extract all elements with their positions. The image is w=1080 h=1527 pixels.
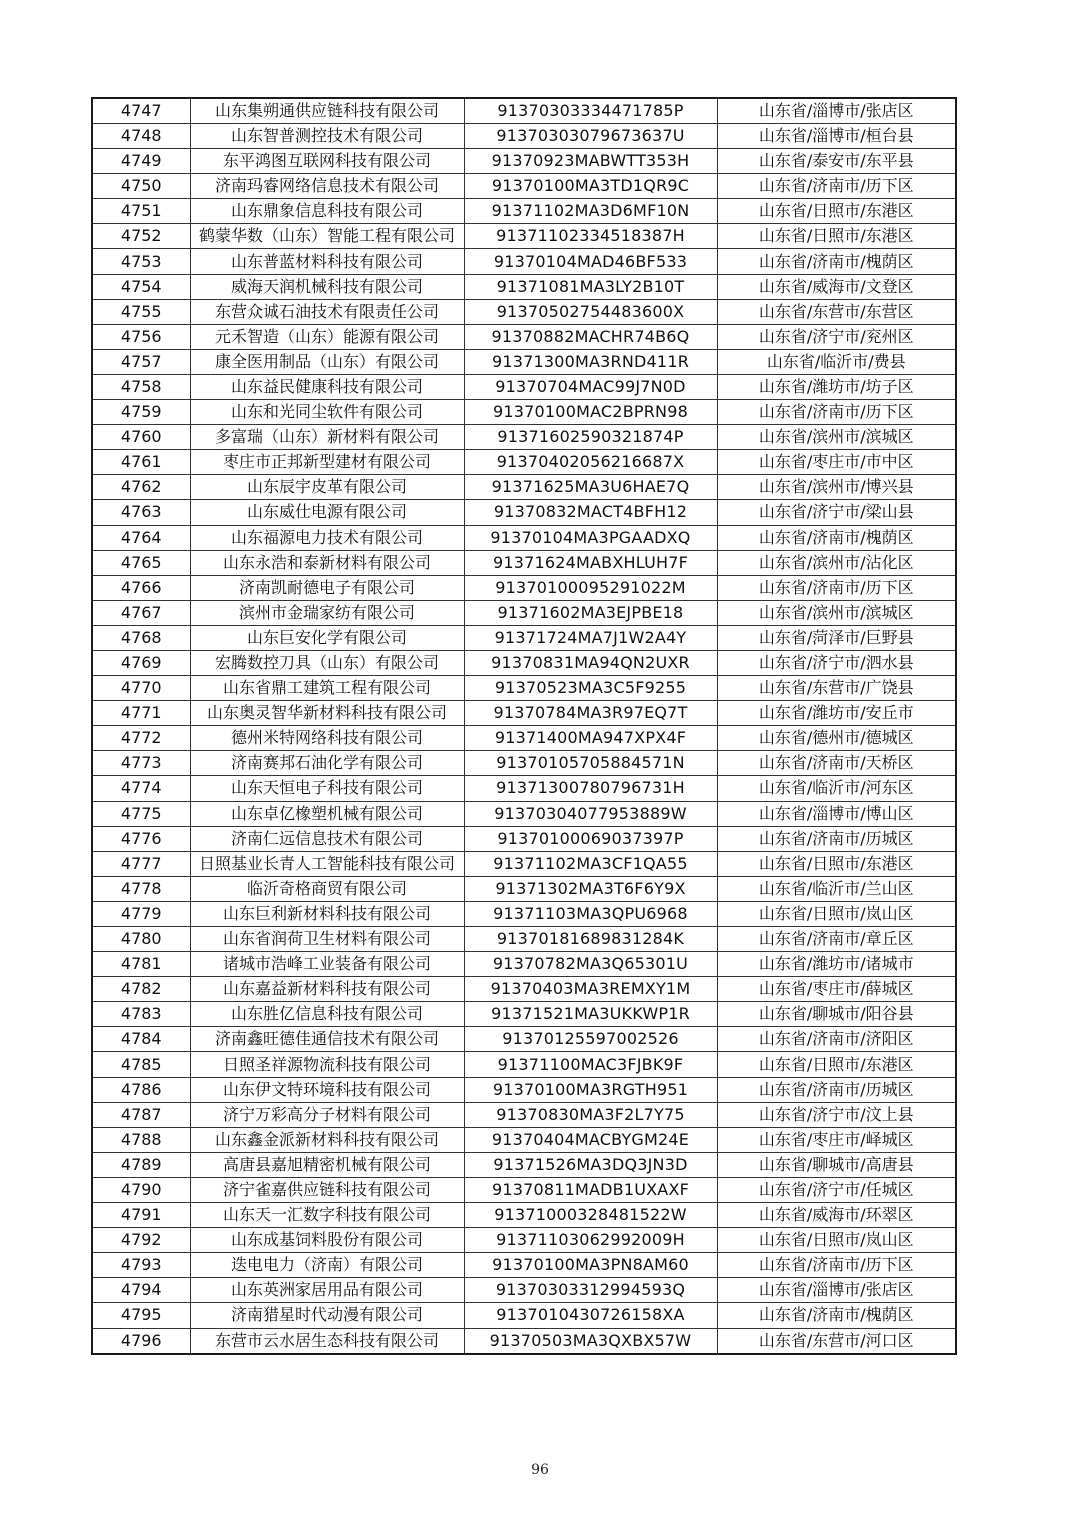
table-row [92,1303,956,1328]
region-cell: 山东省/潍坊市/坊子区 [717,374,956,399]
company-name-cell: 威海天润机械科技有限公司 [190,274,464,299]
company-name-cell: 济南仁远信息技术有限公司 [190,826,464,851]
credit-code-cell: 91371300780796731H [464,776,717,801]
region-cell: 山东省/聊城市/阳谷县 [717,1002,956,1027]
row-index-cell: 4753 [92,249,190,274]
table-row [92,374,956,399]
row-index-cell: 4749 [92,149,190,174]
table-row [92,124,956,149]
region-cell: 山东省/德州市/德城区 [717,726,956,751]
company-name-cell: 山东智普测控技术有限公司 [190,124,464,149]
table-row [92,400,956,425]
row-index-cell: 4785 [92,1052,190,1077]
credit-code-cell: 91370100095291022M [464,575,717,600]
company-name-cell: 滨州市金瑞家纺有限公司 [190,600,464,625]
company-name-cell: 康全医用制品（山东）有限公司 [190,349,464,374]
credit-code-cell: 91370104MAD46BF533 [464,249,717,274]
credit-code-cell: 91371624MABXHLUH7F [464,550,717,575]
company-name-cell: 山东集朔通供应链科技有限公司 [190,98,464,124]
page-number: 96 [531,1462,549,1478]
row-index-cell: 4750 [92,174,190,199]
row-index-cell: 4792 [92,1228,190,1253]
table-row [92,425,956,450]
credit-code-cell: 91371602MA3EJPBE18 [464,600,717,625]
region-cell: 山东省/济南市/槐荫区 [717,1303,956,1328]
region-cell: 山东省/淄博市/桓台县 [717,124,956,149]
row-index-cell: 4759 [92,400,190,425]
table-row [92,299,956,324]
region-cell: 山东省/东营市/广饶县 [717,676,956,701]
credit-code-cell: 91371602590321874P [464,425,717,450]
row-index-cell: 4769 [92,650,190,675]
region-cell: 山东省/滨州市/沾化区 [717,550,956,575]
company-name-cell: 山东英洲家居用品有限公司 [190,1278,464,1303]
company-name-cell: 山东普蓝材料科技有限公司 [190,249,464,274]
region-cell: 山东省/济南市/历下区 [717,400,956,425]
row-index-cell: 4763 [92,500,190,525]
company-name-cell: 枣庄市正邦新型建材有限公司 [190,450,464,475]
credit-code-cell: 91370831MA94QN2UXR [464,650,717,675]
company-name-cell: 东营众诚石油技术有限责任公司 [190,299,464,324]
row-index-cell: 4751 [92,199,190,224]
company-name-cell: 济南赛邦石油化学有限公司 [190,751,464,776]
table-row [92,274,956,299]
credit-code-cell: 91370784MA3R97EQ7T [464,701,717,726]
row-index-cell: 4770 [92,676,190,701]
row-index-cell: 4762 [92,475,190,500]
company-name-cell: 德州米特网络科技有限公司 [190,726,464,751]
company-name-cell: 山东益民健康科技有限公司 [190,374,464,399]
table-row [92,174,956,199]
credit-code-cell: 91371526MA3DQ3JN3D [464,1152,717,1177]
row-index-cell: 4789 [92,1152,190,1177]
credit-code-cell: 91371521MA3UKKWP1R [464,1002,717,1027]
company-name-cell: 山东威仕电源有限公司 [190,500,464,525]
region-cell: 山东省/临沂市/兰山区 [717,876,956,901]
credit-code-cell: 91371300MA3RND411R [464,349,717,374]
company-name-cell: 济南凯耐德电子有限公司 [190,575,464,600]
region-cell: 山东省/淄博市/博山区 [717,801,956,826]
table-row [92,1203,956,1228]
region-cell: 山东省/威海市/环翠区 [717,1203,956,1228]
credit-code-cell: 91370811MADB1UXAXF [464,1177,717,1202]
table-row [92,249,956,274]
credit-code-cell: 91371724MA7J1W2A4Y [464,625,717,650]
company-name-cell: 山东鼎象信息科技有限公司 [190,199,464,224]
credit-code-cell: 91370704MAC99J7N0D [464,374,717,399]
table-row [92,1002,956,1027]
credit-code-cell: 91370181689831284K [464,927,717,952]
credit-code-cell: 91371102MA3D6MF10N [464,199,717,224]
credit-code-cell: 91371103062992009H [464,1228,717,1253]
region-cell: 山东省/东营市/东营区 [717,299,956,324]
credit-code-cell: 91370303334471785P [464,98,717,124]
row-index-cell: 4755 [92,299,190,324]
credit-code-cell: 91370100MA3TD1QR9C [464,174,717,199]
row-index-cell: 4793 [92,1253,190,1278]
credit-code-cell: 91370303079673637U [464,124,717,149]
table-row [92,500,956,525]
credit-code-cell: 91371302MA3T6F6Y9X [464,876,717,901]
region-cell: 山东省/菏泽市/巨野县 [717,625,956,650]
company-name-cell: 济南玛睿网络信息技术有限公司 [190,174,464,199]
credit-code-cell: 91370100MAC2BPRN98 [464,400,717,425]
row-index-cell: 4791 [92,1203,190,1228]
company-table [91,97,957,1355]
credit-code-cell: 91370100069037397P [464,826,717,851]
table-row [92,826,956,851]
region-cell: 山东省/临沂市/费县 [717,349,956,374]
table-row [92,475,956,500]
row-index-cell: 4757 [92,349,190,374]
company-name-cell: 山东巨安化学有限公司 [190,625,464,650]
table-row [92,927,956,952]
table-row [92,701,956,726]
table-row [92,575,956,600]
company-name-cell: 诸城市浩峰工业装备有限公司 [190,952,464,977]
region-cell: 山东省/济宁市/梁山县 [717,500,956,525]
region-cell: 山东省/济宁市/汶上县 [717,1102,956,1127]
region-cell: 山东省/济宁市/泗水县 [717,650,956,675]
table-row [92,1328,956,1354]
region-cell: 山东省/泰安市/东平县 [717,149,956,174]
company-name-cell: 日照基业长青人工智能科技有限公司 [190,851,464,876]
company-name-cell: 鹤蒙华数（山东）智能工程有限公司 [190,224,464,249]
company-name-cell: 宏腾数控刀具（山东）有限公司 [190,650,464,675]
table-row [92,726,956,751]
region-cell: 山东省/济南市/历城区 [717,826,956,851]
region-cell: 山东省/临沂市/河东区 [717,776,956,801]
row-index-cell: 4775 [92,801,190,826]
company-name-cell: 山东和光同尘软件有限公司 [190,400,464,425]
credit-code-cell: 91370104307261​58XA [464,1303,717,1328]
row-index-cell: 4794 [92,1278,190,1303]
table-row [92,1152,956,1177]
row-index-cell: 4760 [92,425,190,450]
company-name-cell: 济宁雀嘉供应链科技有限公司 [190,1177,464,1202]
credit-code-cell: 91370502754483600X [464,299,717,324]
credit-code-cell: 91371081MA3LY2B10T [464,274,717,299]
row-index-cell: 4776 [92,826,190,851]
company-name-cell: 迭电电力（济南）有限公司 [190,1253,464,1278]
table-row [92,1027,956,1052]
credit-code-cell: 91370882MACHR74B6Q [464,324,717,349]
row-index-cell: 4787 [92,1102,190,1127]
row-index-cell: 4758 [92,374,190,399]
company-name-cell: 山东辰宇皮革有限公司 [190,475,464,500]
table-row [92,550,956,575]
company-name-cell: 山东省润荷卫生材料有限公司 [190,927,464,952]
row-index-cell: 4754 [92,274,190,299]
region-cell: 山东省/日照市/东港区 [717,851,956,876]
region-cell: 山东省/济南市/槐荫区 [717,249,956,274]
company-name-cell: 济宁万彩高分子材料有限公司 [190,1102,464,1127]
credit-code-cell: 91371000328481522W [464,1203,717,1228]
row-index-cell: 4782 [92,977,190,1002]
row-index-cell: 4767 [92,600,190,625]
company-name-cell: 山东天一汇数字科技有限公司 [190,1203,464,1228]
row-index-cell: 4780 [92,927,190,952]
row-index-cell: 4766 [92,575,190,600]
region-cell: 山东省/日照市/岚山区 [717,1228,956,1253]
table-row [92,776,956,801]
row-index-cell: 4774 [92,776,190,801]
credit-code-cell: 91370782MA3Q65301U [464,952,717,977]
credit-code-cell: 91371103MA3QPU6968 [464,901,717,926]
row-index-cell: 4764 [92,525,190,550]
credit-code-cell: 91370830MA3F2L7Y75 [464,1102,717,1127]
region-cell: 山东省/日照市/东港区 [717,224,956,249]
table-row [92,1102,956,1127]
credit-code-cell: 91370100MA3PN8AM60 [464,1253,717,1278]
row-index-cell: 4772 [92,726,190,751]
company-name-cell: 山东卓亿橡塑机械有限公司 [190,801,464,826]
company-name-cell: 山东成基饲料股份有限公司 [190,1228,464,1253]
company-name-cell: 山东鑫金派新材料科技有限公司 [190,1127,464,1152]
credit-code-cell: 91370303312994593Q [464,1278,717,1303]
company-name-cell: 元禾智造（山东）能源有限公司 [190,324,464,349]
table-row [92,349,956,374]
region-cell: 山东省/日照市/东港区 [717,1052,956,1077]
row-index-cell: 4783 [92,1002,190,1027]
credit-code-cell: 91370523MA3C5F9255 [464,676,717,701]
table-row [92,1228,956,1253]
credit-code-cell: 91370832MACT4BFH12 [464,500,717,525]
table-row [92,1077,956,1102]
row-index-cell: 4765 [92,550,190,575]
company-name-cell: 山东省鼎工建筑工程有限公司 [190,676,464,701]
table-row [92,525,956,550]
company-name-cell: 多富瑞（山东）新材料有限公司 [190,425,464,450]
table-row [92,224,956,249]
row-index-cell: 4790 [92,1177,190,1202]
company-name-cell: 山东福源电力技术有限公司 [190,525,464,550]
region-cell: 山东省/潍坊市/诸城市 [717,952,956,977]
region-cell: 山东省/枣庄市/市中区 [717,450,956,475]
credit-code-cell: 91371102MA3CF1QA55 [464,851,717,876]
region-cell: 山东省/淄博市/张店区 [717,98,956,124]
row-index-cell: 4752 [92,224,190,249]
credit-code-cell: 91370402056216687X [464,450,717,475]
table-row [92,324,956,349]
row-index-cell: 4778 [92,876,190,901]
company-name-cell: 济南猎星时代动漫有限公司 [190,1303,464,1328]
table-row [92,676,956,701]
region-cell: 山东省/济南市/历下区 [717,575,956,600]
table-row [92,98,956,124]
company-name-cell: 山东永浩和泰新材料有限公司 [190,550,464,575]
region-cell: 山东省/济南市/历下区 [717,174,956,199]
region-cell: 山东省/威海市/文登区 [717,274,956,299]
table-row [92,1127,956,1152]
credit-code-cell: 91370105705884571N [464,751,717,776]
credit-code-cell: 91370304077953889W [464,801,717,826]
table-row [92,1177,956,1202]
credit-code-cell: 91370503MA3QXBX57W [464,1328,717,1354]
table-row [92,901,956,926]
row-index-cell: 4773 [92,751,190,776]
row-index-cell: 4748 [92,124,190,149]
company-name-cell: 济南鑫旺德佳通信技术有限公司 [190,1027,464,1052]
credit-code-cell: 91370100MA3RGTH951 [464,1077,717,1102]
company-name-cell: 山东天恒电子科技有限公司 [190,776,464,801]
region-cell: 山东省/济南市/槐荫区 [717,525,956,550]
region-cell: 山东省/滨州市/滨城区 [717,600,956,625]
credit-code-cell: 91371400MA947XPX4F [464,726,717,751]
row-index-cell: 4786 [92,1077,190,1102]
row-index-cell: 4796 [92,1328,190,1354]
region-cell: 山东省/济宁市/兖州区 [717,324,956,349]
table-row [92,977,956,1002]
credit-code-cell: 91371102334518387H [464,224,717,249]
table-row [92,149,956,174]
row-index-cell: 4761 [92,450,190,475]
region-cell: 山东省/日照市/东港区 [717,199,956,224]
credit-code-cell: 91371625MA3U6HAE7Q [464,475,717,500]
company-name-cell: 山东奥灵智华新材料科技有限公司 [190,701,464,726]
company-name-cell: 临沂奇格商贸有限公司 [190,876,464,901]
region-cell: 山东省/济南市/历城区 [717,1077,956,1102]
table-row [92,851,956,876]
region-cell: 山东省/济宁市/任城区 [717,1177,956,1202]
region-cell: 山东省/枣庄市/峄城区 [717,1127,956,1152]
table-row [92,751,956,776]
row-index-cell: 4777 [92,851,190,876]
table-row [92,952,956,977]
row-index-cell: 4788 [92,1127,190,1152]
row-index-cell: 4779 [92,901,190,926]
region-cell: 山东省/聊城市/高唐县 [717,1152,956,1177]
table-row [92,801,956,826]
region-cell: 山东省/枣庄市/薛城区 [717,977,956,1002]
table-body [92,98,956,1354]
table-row [92,1278,956,1303]
region-cell: 山东省/济南市/历下区 [717,1253,956,1278]
company-name-cell: 东营市云水居生态科技有限公司 [190,1328,464,1354]
credit-code-cell: 91370125597002526 [464,1027,717,1052]
credit-code-cell: 91370403MA3REMXY1M [464,977,717,1002]
table-row [92,450,956,475]
row-index-cell: 4771 [92,701,190,726]
row-index-cell: 4784 [92,1027,190,1052]
region-cell: 山东省/滨州市/博兴县 [717,475,956,500]
region-cell: 山东省/日照市/岚山区 [717,901,956,926]
company-name-cell: 东平鸿图互联网科技有限公司 [190,149,464,174]
company-name-cell: 山东胜亿信息科技有限公司 [190,1002,464,1027]
credit-code-cell: 91370923MABWTT353H [464,149,717,174]
company-name-cell: 山东巨利新材料科技有限公司 [190,901,464,926]
region-cell: 山东省/滨州市/滨城区 [717,425,956,450]
credit-code-cell: 91370404MACBYGM24E [464,1127,717,1152]
table-row [92,600,956,625]
credit-code-cell: 91370104MA3PGAADXQ [464,525,717,550]
region-cell: 山东省/济南市/天桥区 [717,751,956,776]
region-cell: 山东省/济南市/章丘区 [717,927,956,952]
company-name-cell: 日照圣祥源物流科技有限公司 [190,1052,464,1077]
table-row [92,650,956,675]
region-cell: 山东省/济南市/济阳区 [717,1027,956,1052]
table-row [92,625,956,650]
row-index-cell: 4756 [92,324,190,349]
row-index-cell: 4795 [92,1303,190,1328]
table-row [92,199,956,224]
row-index-cell: 4768 [92,625,190,650]
company-name-cell: 山东伊文特环境科技有限公司 [190,1077,464,1102]
table-row [92,876,956,901]
table-row [92,1052,956,1077]
table-row [92,1253,956,1278]
region-cell: 山东省/东营市/河口区 [717,1328,956,1354]
row-index-cell: 4781 [92,952,190,977]
company-name-cell: 高唐县嘉旭精密机械有限公司 [190,1152,464,1177]
region-cell: 山东省/淄博市/张店区 [717,1278,956,1303]
region-cell: 山东省/潍坊市/安丘市 [717,701,956,726]
row-index-cell: 4747 [92,98,190,124]
credit-code-cell: 91371100MAC3FJBK9F [464,1052,717,1077]
company-name-cell: 山东嘉益新材料科技有限公司 [190,977,464,1002]
